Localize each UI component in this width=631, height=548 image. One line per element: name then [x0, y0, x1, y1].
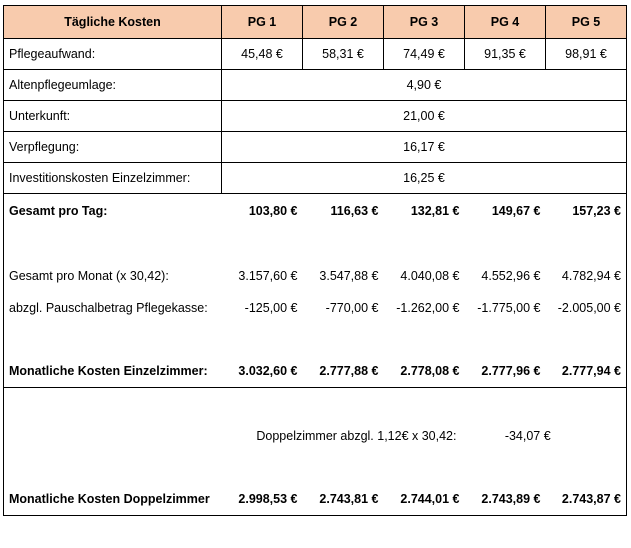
monat-doppel-pg4: 2.743,89 €	[465, 484, 546, 516]
pflegeaufwand-pg1: 45,48 €	[222, 39, 303, 70]
pflegeaufwand-pg5: 98,91 €	[546, 39, 627, 70]
investitionskosten-value: 16,25 €	[222, 163, 627, 194]
gesamt-tag-label: Gesamt pro Tag:	[4, 194, 222, 228]
pflegeaufwand-label: Pflegeaufwand:	[4, 39, 222, 70]
monat-doppel-pg5: 2.743,87 €	[546, 484, 627, 516]
header-title: Tägliche Kosten	[4, 6, 222, 39]
spacer-row-4	[4, 452, 627, 484]
gesamt-tag-pg4: 149,67 €	[465, 194, 546, 228]
gesamt-monat-pg5: 4.782,94 €	[546, 260, 627, 292]
cost-table-container	[3, 5, 626, 541]
altenpflegeumlage-label: Altenpflegeumlage:	[4, 70, 222, 101]
doppel-abzug-value: -34,07 €	[465, 420, 627, 452]
pauschalbetrag-pg1: -125,00 €	[244, 300, 298, 315]
gesamt-monat-label: Gesamt pro Monat (x 30,42):	[4, 260, 222, 292]
spacer-row-3	[4, 388, 627, 420]
cost-table	[3, 5, 627, 516]
pauschalbetrag-label: abzgl. Pauschalbetrag Pflegekasse:	[4, 292, 222, 324]
monat-einzel-pg4: 2.777,96 €	[465, 356, 546, 388]
gesamt-monat-pg1: 3.157,60 €	[238, 268, 298, 283]
altenpflegeumlage-value: 4,90 €	[222, 70, 627, 101]
monat-einzel-pg2: 2.777,88 €	[303, 356, 384, 388]
pauschalbetrag-row	[4, 292, 627, 324]
monat-doppel-pg3: 2.744,01 €	[384, 484, 465, 516]
gesamt-monat-pg4: 4.552,96 €	[481, 268, 541, 283]
header-pg1: PG 1	[222, 6, 303, 39]
header-pg5: PG 5	[546, 6, 627, 39]
spacer-row-2	[4, 324, 627, 356]
pauschalbetrag-pg5: -2.005,00 €	[546, 292, 627, 324]
gesamt-monat-row	[4, 260, 627, 292]
pauschalbetrag-pg3: -1.262,00 €	[396, 300, 460, 315]
unterkunft-value: 21,00 €	[222, 101, 627, 132]
monat-einzel-pg5: 2.777,94 €	[546, 356, 627, 388]
monat-doppel-row	[4, 484, 627, 516]
monat-einzel-label: Monatliche Kosten Einzelzimmer:	[4, 356, 222, 388]
gesamt-tag-pg5: 157,23 €	[546, 194, 627, 228]
unterkunft-row	[4, 101, 627, 132]
verpflegung-value: 16,17 €	[222, 132, 627, 163]
monat-doppel-pg1: 2.998,53 €	[222, 484, 303, 516]
header-row	[4, 6, 627, 39]
gesamt-tag-pg2: 116,63 €	[303, 194, 384, 228]
header-pg2: PG 2	[303, 6, 384, 39]
gesamt-monat-pg2: 3.547,88 €	[319, 268, 379, 283]
monat-doppel-label: Monatliche Kosten Doppelzimmer	[4, 484, 222, 516]
gesamt-tag-pg1: 103,80 €	[222, 194, 303, 228]
doppel-abzug-row	[4, 420, 627, 452]
monat-doppel-pg2: 2.743,81 €	[303, 484, 384, 516]
pflegeaufwand-pg2: 58,31 €	[303, 39, 384, 70]
monat-einzel-pg3: 2.778,08 €	[384, 356, 465, 388]
monat-einzel-pg1: 3.032,60 €	[222, 356, 303, 388]
gesamt-monat-pg3: 4.040,08 €	[400, 268, 460, 283]
pflegeaufwand-pg3: 74,49 €	[384, 39, 465, 70]
pflegeaufwand-pg4: 91,35 €	[465, 39, 546, 70]
pauschalbetrag-pg2: -770,00 €	[325, 300, 379, 315]
gesamt-tag-pg3: 132,81 €	[384, 194, 465, 228]
verpflegung-label: Verpflegung:	[4, 132, 222, 163]
spacer-row-1	[4, 228, 627, 260]
investitionskosten-label: Investitionskosten Einzelzimmer:	[4, 163, 222, 194]
monat-einzel-row	[4, 356, 627, 388]
gesamt-tag-row	[4, 194, 627, 228]
doppel-abzug-label: Doppelzimmer abzgl. 1,12€ x 30,42:	[4, 420, 465, 452]
verpflegung-row	[4, 132, 627, 163]
pflegeaufwand-row	[4, 39, 627, 70]
unterkunft-label: Unterkunft:	[4, 101, 222, 132]
header-pg3: PG 3	[384, 6, 465, 39]
investitionskosten-row	[4, 163, 627, 194]
altenpflegeumlage-row	[4, 70, 627, 101]
header-pg4: PG 4	[465, 6, 546, 39]
pauschalbetrag-pg4: -1.775,00 €	[477, 300, 541, 315]
